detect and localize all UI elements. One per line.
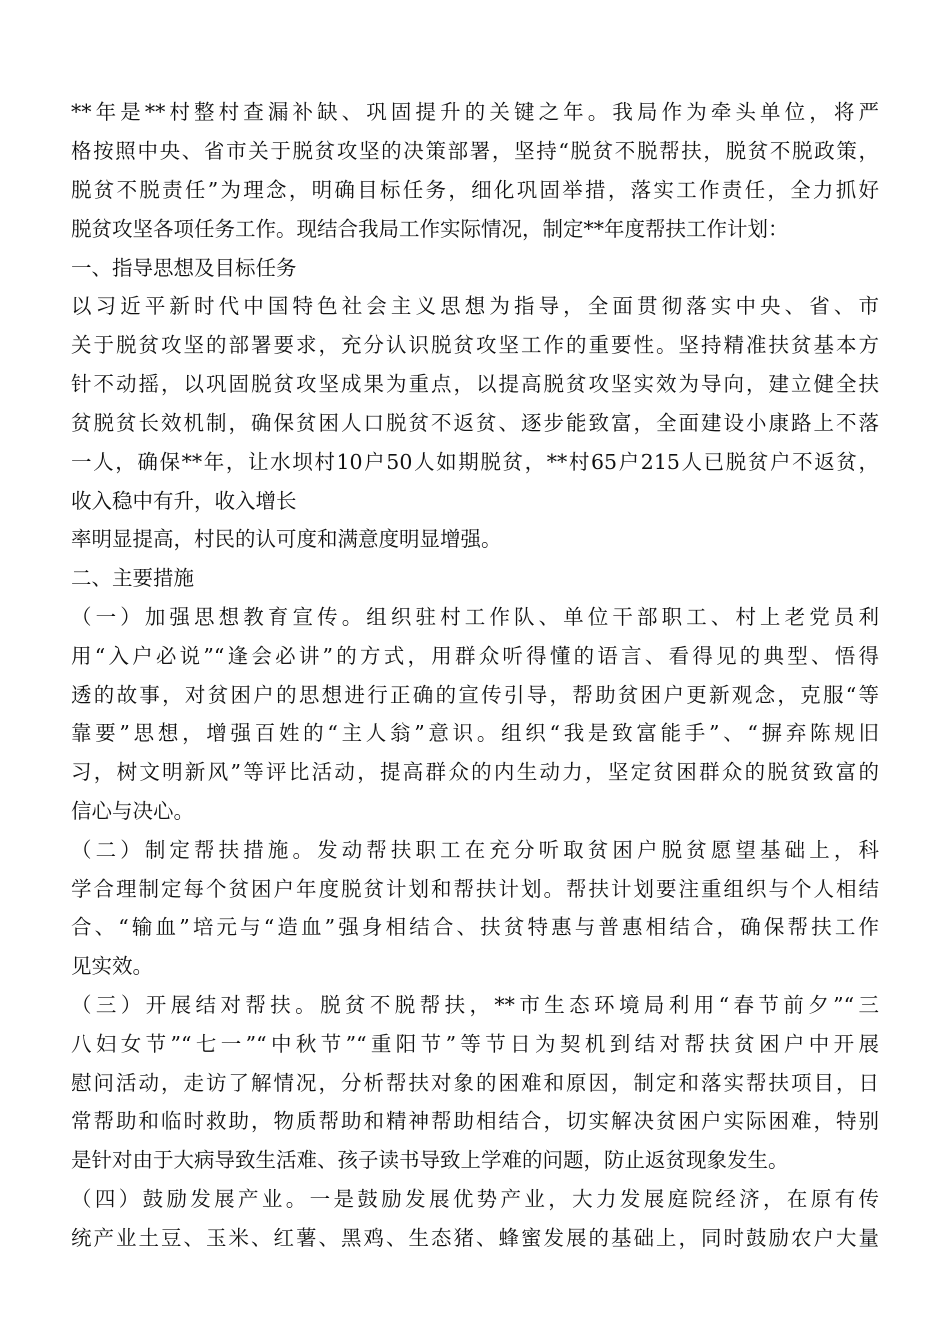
paragraph-line: （四）鼓励发展产业。一是鼓励发展优势产业，大力发展庭院经济，在原有传 [71, 1187, 879, 1211]
paragraph-line: 合、“输血”培元与“造血”强身相结合、扶贫特惠与普惠相结合，确保帮扶工作 [71, 915, 879, 939]
paragraph-line: （二）制定帮扶措施。发动帮扶职工在充分听取贫困户脱贫愿望基础上，科 [71, 838, 879, 862]
paragraph-line: 用“入户必说”“逢会必讲”的方式，用群众听得懂的语言、看得见的典型、悟得 [71, 644, 879, 668]
paragraph-line: 关于脱贫攻坚的部署要求，充分认识脱贫攻坚工作的重要性。坚持精准扶贫基本方 [71, 333, 879, 357]
paragraph-line: 一人，确保**年，让水坝村10户50人如期脱贫，**村65户215人已脱贫户不返贫， [71, 450, 879, 474]
paragraph-line: 收入稳中有升，收入增长 [71, 489, 297, 513]
paragraph-line: 统产业土豆、玉米、红薯、黑鸡、生态猪、蜂蜜发展的基础上，同时鼓励农户大量 [71, 1226, 879, 1250]
paragraph-line: 习，树文明新风”等评比活动，提高群众的内生动力，坚定贫困群众的脱贫致富的 [71, 760, 879, 784]
paragraph-line: 见实效。 [71, 954, 153, 978]
paragraph-line: 慰问活动，走访了解情况，分析帮扶对象的困难和原因，制定和落实帮扶项目，日 [71, 1071, 879, 1095]
paragraph-line: 是针对由于大病导致生活难、孩子读书导致上学难的问题，防止返贫现象发生。 [71, 1148, 789, 1172]
paragraph-line: 学合理制定每个贫困户年度脱贫计划和帮扶计划。帮扶计划要注重组织与个人相结 [71, 877, 879, 901]
paragraph-line: 靠要”思想，增强百姓的“主人翁”意识。组织“我是致富能手”、“摒弃陈规旧 [71, 721, 879, 745]
paragraph-line: 脱贫不脱责任”为理念，明确目标任务，细化巩固举措，落实工作责任，全力抓好 [71, 178, 879, 202]
section-heading: 二、主要措施 [71, 566, 194, 590]
paragraph-line: 针不动摇，以巩固脱贫攻坚成果为重点，以提高脱贫攻坚实效为导向，建立健全扶 [71, 372, 879, 396]
paragraph-line: 格按照中央、省市关于脱贫攻坚的决策部署，坚持“脱贫不脱帮扶，脱贫不脱政策， [71, 139, 879, 163]
paragraph-line: 率明显提高，村民的认可度和满意度明显增强。 [71, 527, 502, 551]
paragraph-line: 贫脱贫长效机制，确保贫困人口脱贫不返贫、逐步能致富，全面建设小康路上不落 [71, 411, 879, 435]
paragraph-line: 透的故事，对贫困户的思想进行正确的宣传引导，帮助贫困户更新观念，克服“等 [71, 683, 879, 707]
section-heading: 一、指导思想及目标任务 [71, 256, 297, 280]
paragraph-line: （三）开展结对帮扶。脱贫不脱帮扶，**市生态环境局利用“春节前夕”“三 [71, 993, 879, 1017]
paragraph-line: 以习近平新时代中国特色社会主义思想为指导，全面贯彻落实中央、省、市 [71, 294, 879, 318]
paragraph-line: （一）加强思想教育宣传。组织驻村工作队、单位干部职工、村上老党员利 [71, 605, 879, 629]
paragraph-line: **年是**村整村查漏补缺、巩固提升的关键之年。我局作为牵头单位，将严 [71, 100, 879, 124]
paragraph-line: 常帮助和临时救助，物质帮助和精神帮助相结合，切实解决贫困户实际困难，特别 [71, 1109, 879, 1133]
paragraph-line: 八妇女节”“七一”“中秋节”“重阳节”等节日为契机到结对帮扶贫困户中开展 [71, 1032, 879, 1056]
paragraph-line: 脱贫攻坚各项任务工作。现结合我局工作实际情况，制定**年度帮扶工作计划： [71, 217, 789, 241]
paragraph-line: 信心与决心。 [71, 799, 194, 823]
